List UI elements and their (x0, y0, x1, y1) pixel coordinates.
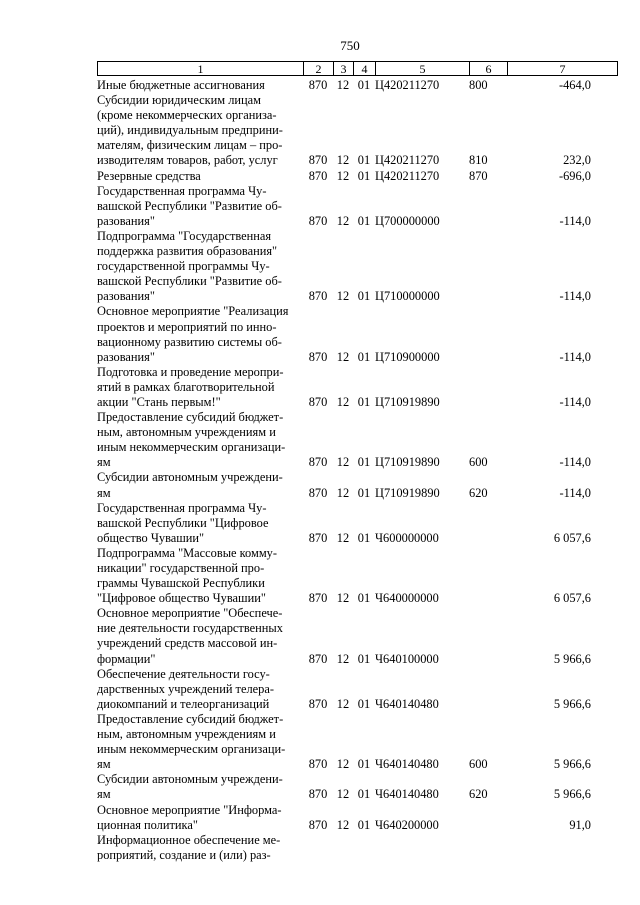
table-row (97, 410, 617, 470)
row-col-2: 870 (308, 213, 328, 228)
row-col-5: Ч640000000 (375, 591, 439, 606)
row-col-2: 870 (308, 394, 328, 409)
row-name: Государственная программа Чу- вашской Республики "Развитие об- разования" (97, 183, 282, 228)
header-col-7: 7 (508, 62, 618, 76)
row-col-2: 870 (308, 485, 328, 500)
row-col-6: 620 (469, 787, 488, 802)
table-row (97, 470, 617, 500)
row-col-3: 12 (336, 591, 350, 606)
row-col-7: 6 057,6 (553, 530, 591, 545)
row-name: Обеспечение деятельности госу- дарственных учреждений телера- диокомпаний и телеорганизаций (97, 666, 274, 711)
row-col-7: 5 966,6 (553, 651, 591, 666)
header-col-5: 5 (376, 62, 470, 76)
row-col-7: 6 057,6 (553, 591, 591, 606)
row-col-4: 01 (357, 394, 371, 409)
row-col-4: 01 (357, 78, 371, 92)
row-col-6: 810 (469, 153, 488, 168)
row-name: Подпрограмма "Государственная поддержка развития образования" государственной программы Чу- вашской Республики "Развитие об- разования" (97, 228, 282, 304)
row-col-5: Ц710919890 (375, 455, 440, 470)
row-col-2: 870 (308, 530, 328, 545)
row-col-3: 12 (336, 530, 350, 545)
row-col-4: 01 (357, 168, 371, 183)
row-col-5: Ч640100000 (375, 651, 439, 666)
header-col-4: 4 (354, 62, 376, 76)
table-row (97, 546, 617, 606)
row-col-7: -114,0 (559, 485, 591, 500)
row-col-2: 870 (308, 651, 328, 666)
row-col-7: 5 966,6 (553, 696, 591, 711)
row-name: Государственная программа Чу- вашской Республики "Цифровое общество Чувашии" (97, 500, 269, 545)
row-name: Основное мероприятие "Реализация проектов и мероприятий по инно- вационному развитию системы об- разования" (97, 304, 289, 364)
row-col-3: 12 (336, 213, 350, 228)
table-row (97, 712, 617, 772)
table-row (97, 93, 617, 168)
row-col-2: 870 (308, 591, 328, 606)
row-col-7: -696,0 (558, 168, 591, 183)
row-col-7: 5 966,6 (553, 757, 591, 772)
row-col-7: 5 966,6 (553, 787, 591, 802)
row-col-5: Ч600000000 (375, 530, 439, 545)
row-col-5: Ц710900000 (375, 349, 440, 364)
row-name: Подготовка и проведение меропри- ятий в рамках благотворительной акции "Стань первым!" (97, 364, 284, 409)
row-col-7: -114,0 (559, 455, 591, 470)
row-col-5: Ч640140480 (375, 787, 439, 802)
row-col-3: 12 (336, 757, 350, 772)
row-name: Подпрограмма "Массовые комму- никации" государственной про- граммы Чувашской Республики "Цифровое общество Чувашии" (97, 545, 277, 606)
header-col-6: 6 (470, 62, 508, 76)
row-name: Субсидии автономным учреждени- ям (97, 772, 283, 802)
row-col-2: 870 (308, 168, 328, 183)
row-col-3: 12 (336, 817, 350, 832)
row-col-6: 600 (469, 455, 488, 470)
table-row (97, 803, 617, 833)
table-row (97, 365, 617, 410)
table-row (97, 772, 617, 802)
row-col-7: -114,0 (559, 349, 591, 364)
row-col-7: -114,0 (559, 289, 591, 304)
table-row (97, 606, 617, 666)
row-col-5: Ч640140480 (375, 696, 439, 711)
table-row (97, 229, 617, 304)
column-header-row (98, 62, 618, 76)
row-col-3: 12 (336, 455, 350, 470)
row-col-2: 870 (308, 787, 328, 802)
row-col-5: Ц700000000 (375, 213, 440, 228)
row-col-3: 12 (336, 349, 350, 364)
row-name: Предоставление субсидий бюджет- ным, автономным учреждениям и иным некоммерческим организаци- ям (97, 711, 286, 772)
row-col-3: 12 (336, 696, 350, 711)
row-col-4: 01 (357, 651, 371, 666)
row-col-4: 01 (357, 757, 371, 772)
row-col-2: 870 (308, 349, 328, 364)
row-col-5: Ц420211270 (375, 153, 440, 168)
row-col-6: 870 (469, 168, 488, 183)
row-col-5: Ч640140480 (375, 757, 439, 772)
row-col-4: 01 (357, 213, 371, 228)
row-col-4: 01 (357, 696, 371, 711)
row-col-3: 12 (336, 289, 350, 304)
table-row (97, 169, 617, 184)
budget-table-body (97, 78, 617, 863)
row-col-4: 01 (357, 591, 371, 606)
header-col-3: 3 (334, 62, 354, 76)
row-col-5: Ц420211270 (375, 78, 440, 92)
table-row (97, 184, 617, 229)
row-name: Резервные средства (97, 168, 201, 183)
row-col-2: 870 (308, 817, 328, 832)
row-col-7: 91,0 (569, 817, 591, 832)
row-col-2: 870 (308, 78, 328, 92)
row-col-3: 12 (336, 78, 350, 92)
table-row (97, 667, 617, 712)
row-col-2: 870 (308, 696, 328, 711)
row-col-3: 12 (336, 168, 350, 183)
row-col-4: 01 (357, 817, 371, 832)
row-name: Основное мероприятие "Информа- ционная политика" (97, 802, 282, 832)
row-col-6: 600 (469, 757, 488, 772)
row-col-6: 800 (469, 78, 488, 92)
row-col-3: 12 (336, 153, 350, 168)
row-name: Основное мероприятие "Обеспече- ние деятельности государственных учреждений средств массовой ин- формации" (97, 606, 283, 666)
row-col-5: Ц710919890 (375, 485, 440, 500)
row-col-4: 01 (357, 787, 371, 802)
row-col-4: 01 (357, 530, 371, 545)
table-row (97, 78, 617, 93)
row-col-2: 870 (308, 289, 328, 304)
row-name: Информационное обеспечение ме- роприятий, создание и (или) раз- (97, 832, 281, 862)
row-col-4: 01 (357, 153, 371, 168)
table-row (97, 833, 617, 863)
row-col-2: 870 (308, 757, 328, 772)
row-col-7: -464,0 (558, 78, 591, 92)
row-col-4: 01 (357, 485, 371, 500)
header-col-1: 1 (98, 62, 304, 76)
page-number: 750 (340, 38, 360, 53)
row-col-2: 870 (308, 455, 328, 470)
row-name: Субсидии автономным учреждени- ям (97, 470, 283, 500)
row-col-7: -114,0 (559, 394, 591, 409)
row-col-5: Ц420211270 (375, 168, 440, 183)
row-col-5: Ч640200000 (375, 817, 439, 832)
row-col-5: Ц710000000 (375, 289, 440, 304)
row-col-5: Ц710919890 (375, 394, 440, 409)
row-name: Иные бюджетные ассигнования (97, 78, 265, 92)
row-name: Предоставление субсидий бюджет- ным, автономным учреждениям и иным некоммерческим организаци- ям (97, 410, 286, 470)
column-header-table (97, 61, 618, 76)
row-col-3: 12 (336, 787, 350, 802)
row-col-7: 232,0 (563, 153, 591, 168)
row-col-3: 12 (336, 394, 350, 409)
table-row (97, 304, 617, 364)
row-col-4: 01 (357, 289, 371, 304)
row-name: Субсидии юридическим лицам (кроме некоммерческих организа- ций), индивидуальным предприни- мателям, физическим лицам – про- изводителям товаров, работ, услуг (97, 93, 283, 168)
row-col-6: 620 (469, 485, 488, 500)
row-col-3: 12 (336, 651, 350, 666)
row-col-7: -114,0 (559, 213, 591, 228)
row-col-2: 870 (308, 153, 328, 168)
header-col-2: 2 (304, 62, 334, 76)
table-row (97, 501, 617, 546)
row-col-4: 01 (357, 349, 371, 364)
row-col-3: 12 (336, 485, 350, 500)
row-col-4: 01 (357, 455, 371, 470)
